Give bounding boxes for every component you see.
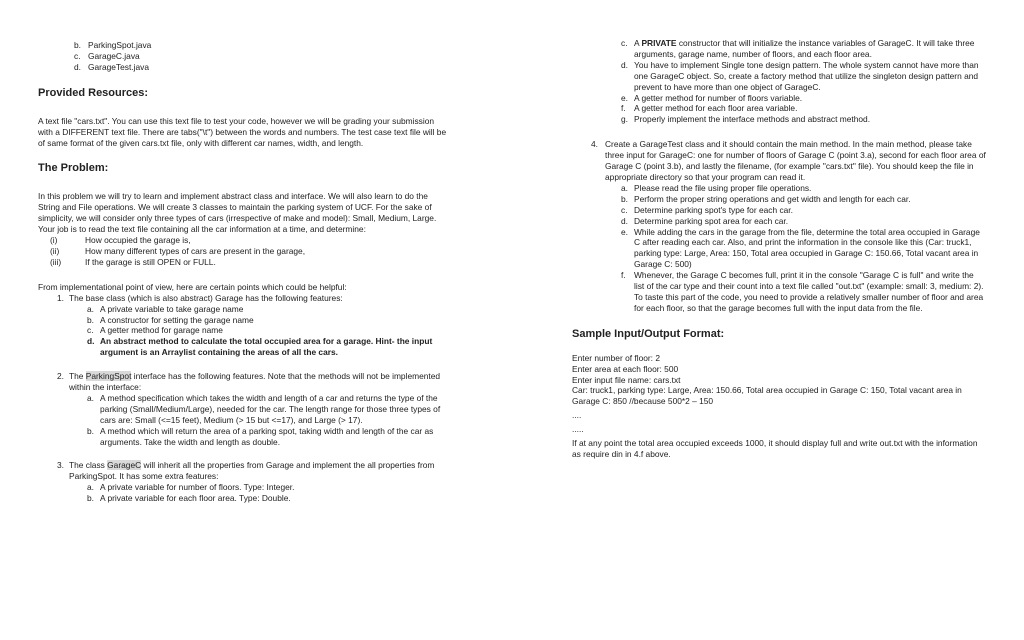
list-marker: f. — [621, 103, 626, 114]
text-fragment: interface has the following features. Note that the methods will not be implemented within the interface: — [69, 371, 441, 393]
file-list-item — [38, 40, 450, 51]
list-marker: g. — [621, 114, 628, 125]
point-4-sub — [572, 194, 986, 205]
list-marker: 1. — [57, 292, 64, 303]
point-4-sub — [572, 183, 986, 194]
point-3-sub — [572, 103, 986, 114]
list-text: A private variable for number of floors. Type: Integer. — [100, 482, 295, 493]
sample-heading: Sample Input/Output Format: — [572, 327, 725, 340]
point-3 — [38, 460, 450, 482]
list-text: GarageC.java — [88, 50, 140, 61]
list-marker: a. — [87, 482, 94, 493]
list-marker: e. — [621, 92, 628, 103]
list-marker: b. — [87, 493, 94, 504]
final-note: If at any point the total area occupied exceeds 1000, it should display full and write out.txt with the information as require din in 4.f above. — [572, 438, 978, 459]
list-text: A constructor for setting the garage name — [100, 314, 254, 325]
list-text: A private variable to take garage name — [100, 303, 244, 314]
highlighted-term: ParkingSpot — [85, 371, 132, 382]
list-marker: b. — [87, 425, 94, 436]
highlighted-term: GarageC — [107, 460, 142, 471]
point-4-sub — [572, 270, 986, 314]
text-fragment: A — [634, 38, 642, 48]
list-text — [69, 460, 434, 481]
problem-heading: The Problem: — [38, 162, 109, 175]
list-marker: 3. — [57, 460, 64, 471]
sample-line: ..... — [572, 424, 584, 435]
file-list — [38, 40, 450, 73]
point-3-sub — [572, 38, 986, 60]
point-1-sub — [38, 336, 450, 358]
list-marker: c. — [621, 204, 628, 215]
list-text: How many different types of cars are present in the garage, — [85, 245, 306, 256]
list-text: The base class (which is also abstract) Garage has the following features: — [69, 292, 343, 303]
list-text: If the garage is still OPEN or FULL. — [85, 256, 216, 267]
determine-item — [38, 246, 450, 257]
list-text: A method which will return the area of a parking spot, taking width and length of the car as arguments. Take the width and length as double. — [100, 425, 434, 447]
sample-line: Enter number of floor: 2 — [572, 352, 660, 363]
list-text: Whenever, the Garage C becomes full, print it in the console "Garage C is full" and write the list of the car type and their count into a text file called "out.txt" (example: small: 3, medium: 2). To taste this part of the code, you need to provide a relatively smaller number of floor and area for each floor, so that the garage becomes full with the input data from the file. — [634, 270, 984, 313]
point-3-sub — [572, 93, 986, 104]
list-marker: f. — [621, 270, 626, 281]
list-text: GarageTest.java — [88, 61, 149, 72]
list-marker: c. — [621, 38, 628, 48]
file-list-item — [38, 62, 450, 73]
list-marker: (i) — [50, 235, 58, 246]
right-column — [572, 38, 986, 460]
list-text: Perform the proper string operations and get width and length for each car. — [634, 193, 911, 204]
list-marker: d. — [621, 215, 628, 226]
point-4 — [572, 139, 986, 183]
file-list-item — [38, 51, 450, 62]
provided-resources-text: A text file "cars.txt". You can use this text file to test your code, however we will be grading your submission with a DIFFERENT text file. There are tabs("\t") between the words and numbers. The test case text file will be of same format of the given cars.txt file, only with different car names, width, and length. — [38, 115, 447, 148]
list-marker: 2. — [57, 371, 64, 382]
point-4-sub — [572, 216, 986, 227]
point-3-sub — [38, 493, 450, 504]
sample-line: Enter area at each floor: 500 — [572, 363, 679, 374]
list-text: An abstract method to calculate the total occupied area for a garage. Hint- the input argument is an Arraylist containing the areas of all the cars. — [100, 336, 433, 358]
provided-resources-heading: Provided Resources: — [38, 86, 149, 99]
list-text: Determine parking spot area for each car. — [634, 215, 789, 226]
sample-line: Enter input file name: cars.txt — [572, 374, 681, 385]
bold-term: PRIVATE — [641, 38, 677, 48]
determine-item — [38, 235, 450, 246]
list-marker: b. — [74, 40, 81, 50]
point-4-sub — [572, 227, 986, 271]
list-marker: d. — [74, 61, 81, 72]
point-2 — [38, 371, 450, 393]
list-marker: (ii) — [50, 245, 60, 256]
list-marker: b. — [87, 314, 94, 325]
point-1-sub — [38, 315, 450, 326]
sample-line: .... — [572, 410, 582, 421]
sample-output — [572, 353, 986, 435]
problem-text: In this problem we will try to learn and implement abstract class and interface. We will also learn to do the String and File operations. We will create 3 classes to maintain the parking system of UCF. For the sake of simplicity, we will consider only three types of cars (irrespective of make and model): Small, Medium, Large. Your job is to read the text file containing all the car information at a time, and determine: — [38, 191, 437, 235]
list-marker: a. — [87, 303, 94, 314]
implementation-intro: From implementational point of view, here are certain points which could be helpful: — [38, 281, 347, 292]
text-fragment: The class — [69, 460, 108, 471]
list-marker: a. — [87, 392, 94, 403]
list-marker: c. — [87, 325, 94, 336]
list-text: Determine parking spot's type for each car. — [634, 204, 793, 215]
list-text: A private variable for each floor area. Type: Double. — [100, 493, 291, 504]
text-fragment: constructor that will initialize the instance variables of GarageC. It will take three arguments, garage name, number of floors, and each floor area. — [634, 38, 975, 59]
list-text: You have to implement Single tone design pattern. The whole system cannot have more than one GarageC object. So, create a factory method that utilize the singleton design pattern and prevent to have more than one object of GarageC. — [634, 59, 979, 92]
list-text — [69, 371, 440, 392]
list-text: ParkingSpot.java — [88, 40, 152, 50]
point-1-sub — [38, 325, 450, 336]
list-marker: (iii) — [50, 256, 62, 267]
point-1 — [38, 293, 450, 304]
point-2-sub — [38, 393, 450, 426]
point-3-sub — [572, 114, 986, 125]
list-marker: e. — [621, 226, 628, 237]
list-marker: c. — [74, 50, 81, 61]
text-fragment: will inherit all the properties from Garage and implement the all properties from ParkingSpot. It has some extra features: — [69, 460, 435, 482]
determine-item — [38, 257, 450, 268]
text-fragment: The — [69, 371, 86, 382]
list-text: A getter method for number of floors variable. — [634, 92, 803, 103]
list-text: Create a GarageTest class and it should contain the main method. In the main method, please take three input for GarageC: one for number of floors of Garage C (point 3.a), second for each floor area of Garage C (point 3.b), and lastly the filename, (for example "cars.txt" file). You should keep the file in appropriate directory so that your program can read it. — [605, 139, 986, 182]
list-text: While adding the cars in the garage from the file, determine the total area occupied in Garage C after reading each car. Also, and print the information in the console like this (Car: truck1, parking type: Large, Area: 150, Total area occupied in Garage C: 150.66, Total vacant area in Garage C: 500) — [634, 226, 980, 270]
list-text: A getter method for each floor area variable. — [634, 103, 798, 114]
point-1-sub — [38, 304, 450, 315]
point-4-sub — [572, 205, 986, 216]
list-marker: d. — [621, 59, 628, 70]
list-marker: 4. — [591, 139, 598, 150]
determine-list — [38, 235, 450, 268]
left-column — [38, 38, 450, 504]
list-text — [634, 38, 974, 59]
point-3-sub — [572, 60, 986, 93]
list-marker: d. — [87, 336, 95, 347]
list-text: A method specification which takes the width and length of a car and returns the type of the parking (Small/Medium/Large), needed for the car. The length range for those three types of cars are: Small (<=15 feet), Medium (> 15 but <=17), and Large (> 17). — [100, 392, 441, 425]
list-marker: a. — [621, 182, 628, 193]
list-text: A getter method for garage name — [100, 325, 223, 336]
list-marker: b. — [621, 193, 628, 204]
point-2-sub — [38, 426, 450, 448]
point-3-sub — [38, 482, 450, 493]
list-text: Please read the file using proper file operations. — [634, 182, 812, 193]
sample-line: Car: truck1, parking type: Large, Area: 150.66, Total area occupied in Garage C: 150, Total vacant area in Garage C: 850 //because 500*2 – 150 — [572, 385, 962, 407]
list-text: Properly implement the interface methods and abstract method. — [634, 114, 871, 125]
list-text: How occupied the garage is, — [85, 235, 191, 246]
